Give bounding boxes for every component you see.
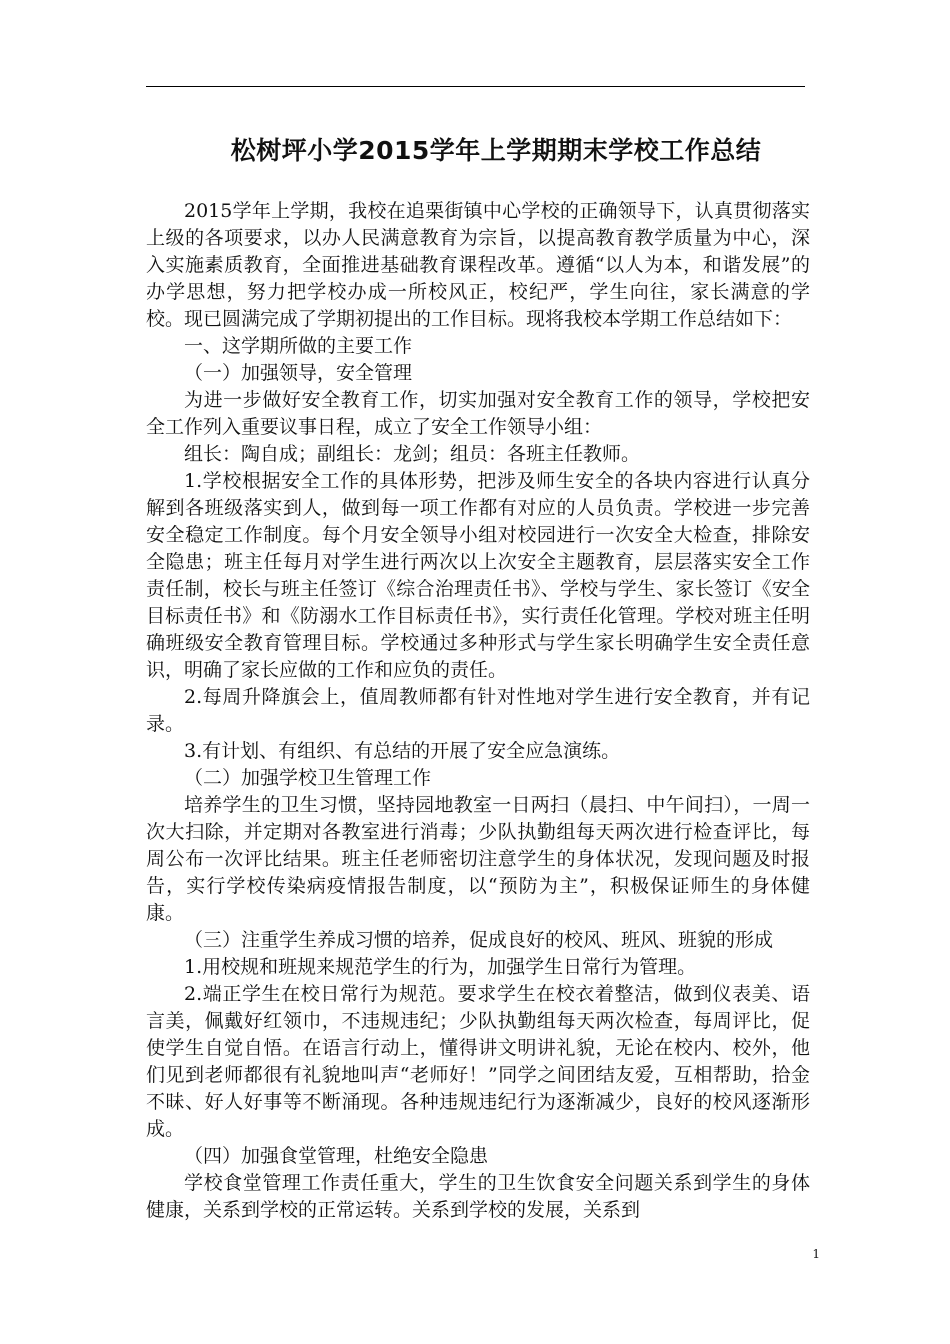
- paragraph-leadership-group: 组长：陶自成；副组长：龙剑；组员：各班主任教师。: [184, 443, 641, 465]
- page-title: 松树坪小学2015学年上学期期末学校工作总结: [230, 136, 762, 165]
- paragraph: 2.端正学生在校日常行为规范。要求学生在校衣着整洁，做到仪表美、语言美，佩戴好红领巾，不违规违纪；少队执勤组每天两次检查，每周评比，促使学生自觉自悟。在语言行动上，懂得讲文明讲礼貌，无论在校内、校外，他们见到老师都很有礼貌地叫声“老师好！”同学之间团结友爱，互相帮助，拾金不昧、好人好事等不断涌现。各种违规违纪行为逐渐减少，良好的校风逐渐形成。: [146, 983, 810, 1140]
- paragraph: 3.有计划、有组织、有总结的开展了安全应急演练。: [184, 740, 621, 762]
- subsection-heading-canteen: （四）加强食堂管理，杜绝安全隐患: [184, 1145, 489, 1167]
- body-text: [146, 198, 810, 1224]
- subsection-heading-habits: （三）注重学生养成习惯的培养，促成良好的校风、班风、班貌的形成: [184, 929, 774, 951]
- header-rule: [146, 86, 805, 87]
- paragraph-intro: 2015学年上学期，我校在追栗街镇中心学校的正确领导下，认真贯彻落实上级的各项要求，以办人民满意教育为宗旨，以提高教育教学质量为中心，深入实施素质教育，全面推进基础教育课程改革。遵循“以人为本，和谐发展”的办学思想，努力把学校办成一所校风正，校纪严，学生向往，家长满意的学校。现已圆满完成了学期初提出的工作目标。现将我校本学期工作总结如下：: [146, 200, 810, 330]
- section-heading-main-work: 一、这学期所做的主要工作: [184, 335, 413, 357]
- paragraph: 1.学校根据安全工作的具体形势，把涉及师生安全的各块内容进行认真分解到各班级落实到人，做到每一项工作都有对应的人员负责。学校进一步完善安全稳定工作制度。每个月安全领导小组对校园进行一次安全大检查，排除安全隐患；班主任每月对学生进行两次以上次安全主题教育，层层落实安全工作责任制，校长与班主任签订《综合治理责任书》、学校与学生、家长签订《安全目标责任书》和《防溺水工作目标责任书》，实行责任化管理。学校对班主任明确班级安全教育管理目标。学校通过多种形式与学生家长明确学生安全责任意识，明确了家长应做的工作和应负的责任。: [146, 470, 810, 681]
- page-number: 1: [812, 1247, 820, 1261]
- paragraph: 2.每周升降旗会上，值周教师都有针对性地对学生进行安全教育，并有记录。: [146, 686, 810, 735]
- subsection-heading-hygiene: （二）加强学校卫生管理工作: [184, 767, 432, 789]
- paragraph: 学校食堂管理工作责任重大，学生的卫生饮食安全问题关系到学生的身体健康，关系到学校的正常运转。关系到学校的发展，关系到: [146, 1172, 810, 1221]
- paragraph: 为进一步做好安全教育工作，切实加强对安全教育工作的领导，学校把安全工作列入重要议事日程，成立了安全工作领导小组：: [146, 389, 810, 438]
- subsection-heading-safety: （一）加强领导，安全管理: [184, 362, 413, 384]
- paragraph: 1.用校规和班规来规范学生的行为，加强学生日常行为管理。: [184, 956, 697, 978]
- paragraph: 培养学生的卫生习惯，坚持园地教室一日两扫（晨扫、中午间扫），一周一次大扫除，并定期对各教室进行消毒；少队执勤组每天两次进行检查评比，每周公布一次评比结果。班主任老师密切注意学生的身体状况，发现问题及时报告，实行学校传染病疫情报告制度，以“预防为主”，积极保证师生的身体健康。: [146, 794, 810, 924]
